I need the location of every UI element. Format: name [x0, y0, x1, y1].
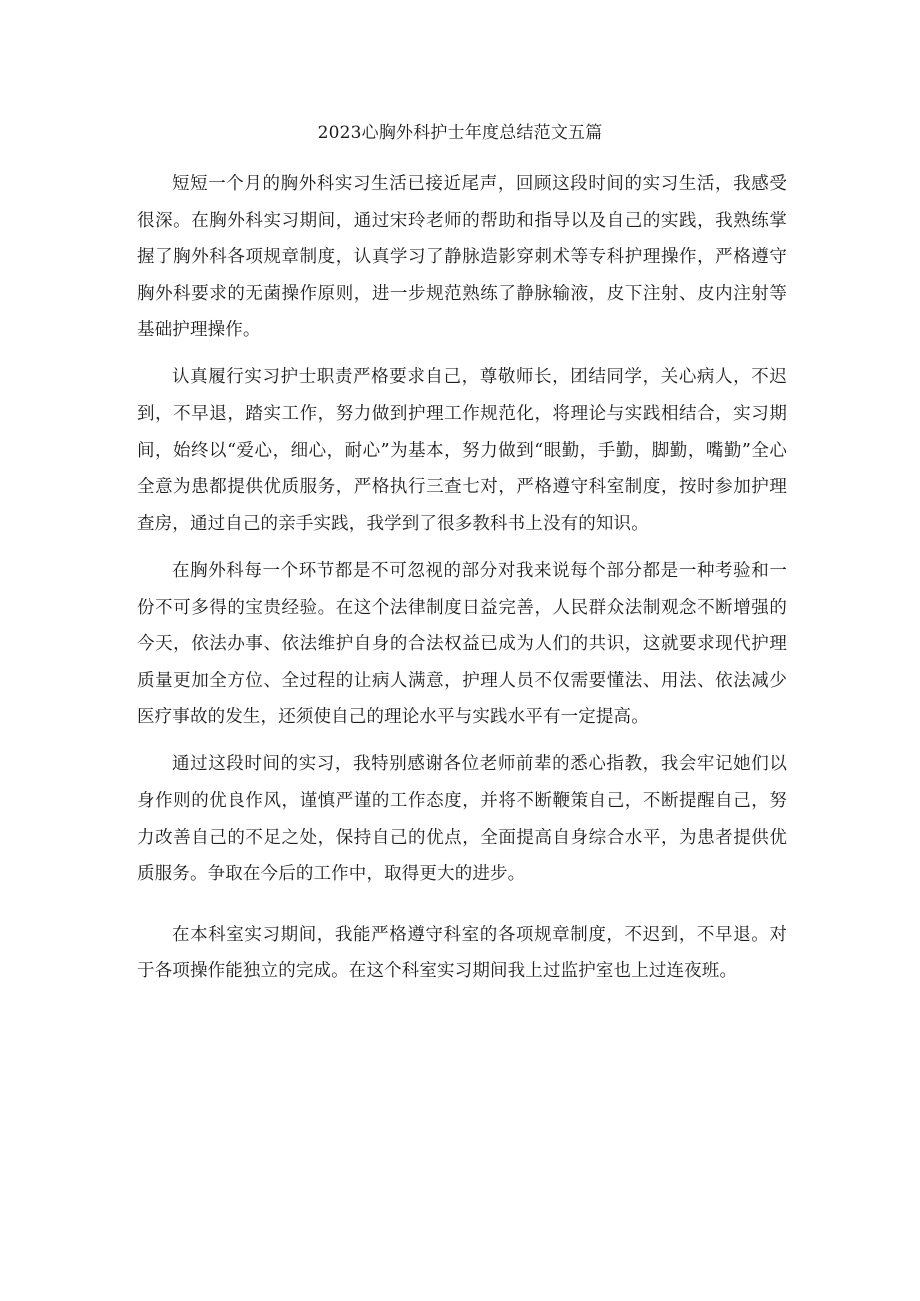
paragraph-2: 认真履行实习护士职责严格要求自己，尊敬师长，团结同学，关心病人，不迟到，不早退，踏实工作，努力做到护理工作规范化，将理论与实践相结合，实习期间，始终以“爱心，细心，耐心”为基本，努力做到“眼勤，手勤，脚勤，嘴勤”全心全意为患都提供优质服务，严格执行三查七对，严格遵守科室制度，按时参加护理查房，通过自己的亲手实践，我学到了很多教科书上没有的知识。	[137, 367, 787, 534]
document-body	[137, 166, 787, 990]
paragraph-3: 在胸外科每一个环节都是不可忽视的部分对我来说每个部分都是一种考验和一份不可多得的宝贵经验。在这个法律制度日益完善，人民群众法制观念不断增强的今天，依法办事、依法维护自身的合法权益已成为人们的共识，这就要求现代护理质量更加全方位、全过程的让病人满意，护理人员不仅需要懂法、用法、依法减少医疗事故的发生，还须使自己的理论水平与实践水平有一定提高。	[137, 560, 787, 728]
paragraph-5: 在本科室实习期间，我能严格遵守科室的各项规章制度，不迟到，不早退。对于各项操作能独立的完成。在这个科室实习期间我上过监护室也上过连夜班。	[137, 924, 787, 982]
paragraph-1: 短短一个月的胸外科实习生活已接近尾声，回顾这段时间的实习生活，我感受很深。在胸外科实习期间，通过宋玲老师的帮助和指导以及自己的实践，我熟练掌握了胸外科各项规章制度，认真学习了静脉造影穿刺术等专科护理操作，严格遵守胸外科要求的无菌操作原则，进一步规范熟练了静脉输液，皮下注射、皮内注射等基础护理操作。	[137, 174, 787, 341]
paragraph-4: 通过这段时间的实习，我特别感谢各位老师前辈的悉心指教，我会牢记她们以身作则的优良作风，谨慎严谨的工作态度，并将不断鞭策自己，不断提醒自己，努力改善自己的不足之处，保持自己的优点，全面提高自身综合水平，为患者提供优质服务。争取在今后的工作中，取得更大的进步。	[137, 754, 787, 885]
document-title: 2023心胸外科护士年度总结范文五篇	[317, 123, 603, 143]
